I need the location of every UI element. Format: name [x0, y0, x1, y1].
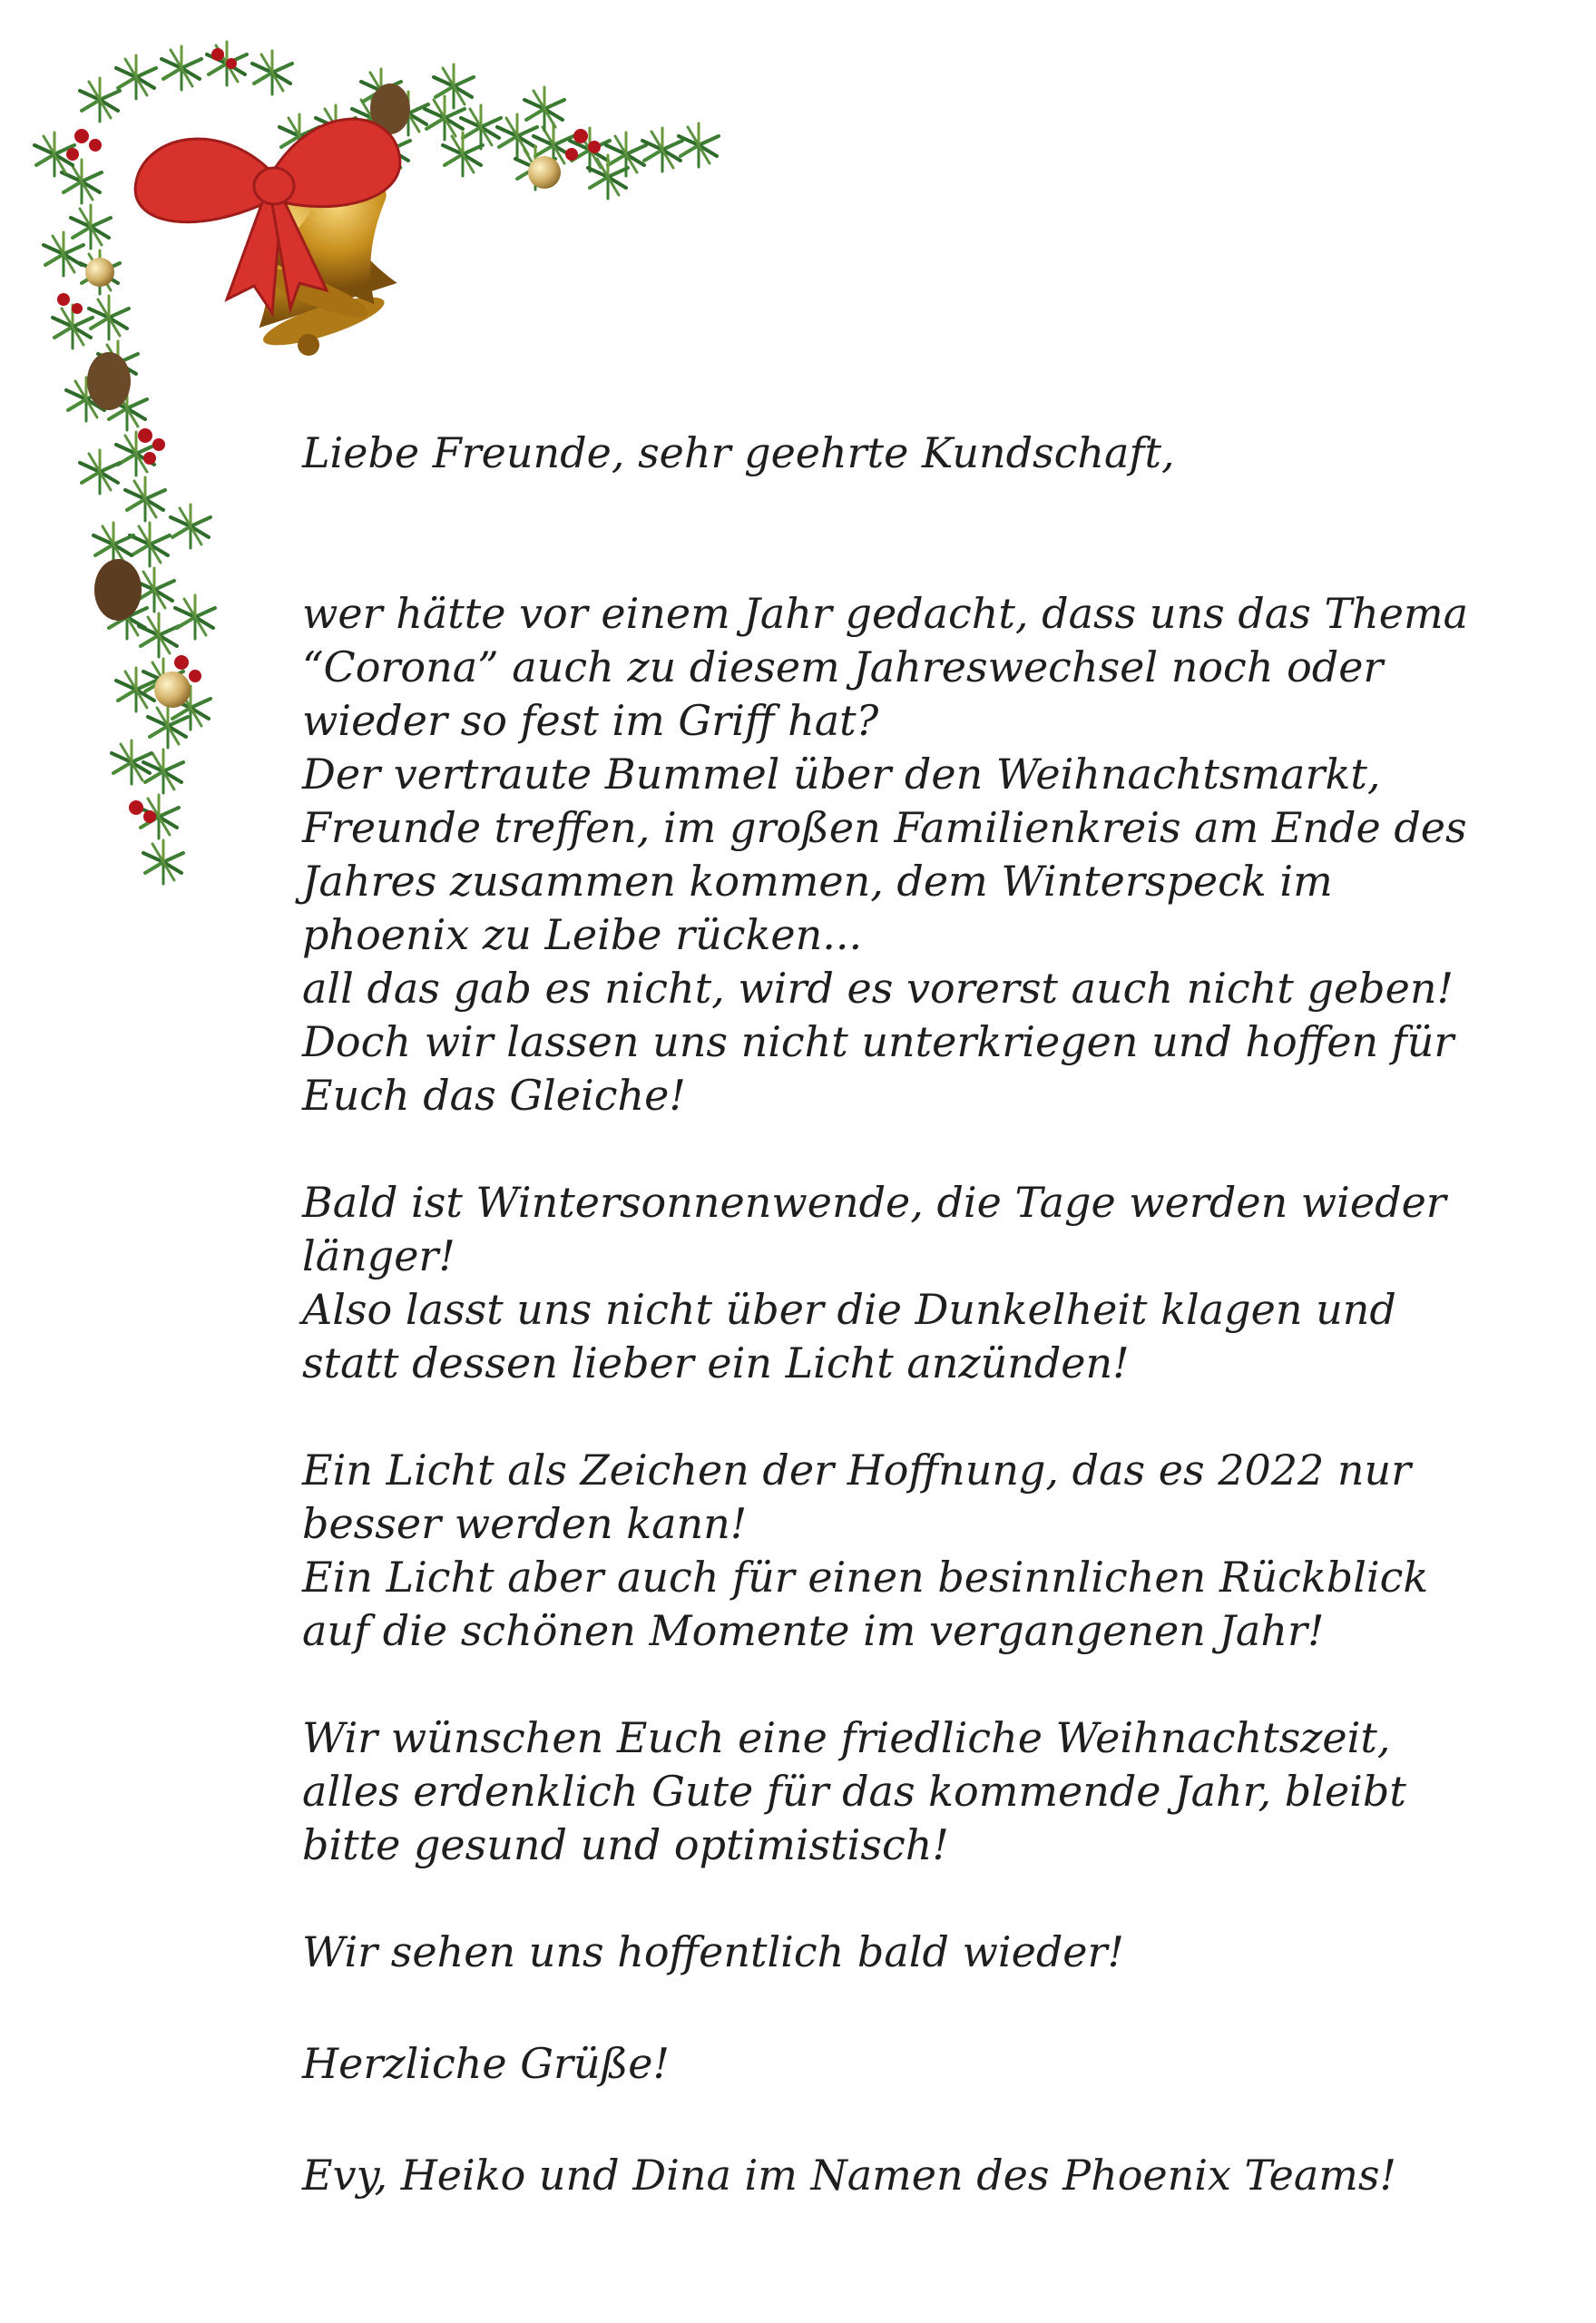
text-line: Ein Licht aber auch für einen besinnlichen Rückblick: [302, 1553, 1429, 1602]
signature: [302, 2149, 1572, 2202]
text-line: Wir wünschen Euch eine friedliche Weihnachtszeit,: [302, 1713, 1391, 1762]
text-line: all das gab es nicht, wird es vorerst auch nicht geben!: [302, 964, 1454, 1013]
text-line: Der vertraute Bummel über den Weihnachtsmarkt,: [302, 750, 1381, 799]
text-line: Euch das Gleiche!: [302, 1071, 686, 1120]
paragraph-5: [302, 1926, 1572, 1979]
text-line: besser werden kann!: [302, 1499, 748, 1548]
salutation-line: Liebe Freunde, sehr geehrte Kundschaft,: [302, 428, 1175, 477]
paragraph-1: [302, 587, 1572, 1122]
text-line: Freunde treffen, im großen Familienkreis am Ende des: [302, 803, 1467, 852]
text-line: wer hätte vor einem Jahr gedacht, dass uns das Thema: [302, 589, 1469, 638]
signature-line: Evy, Heiko und Dina im Namen des Phoenix Teams!: [302, 2151, 1396, 2200]
closing-line: Herzliche Grüße!: [302, 2039, 671, 2088]
text-line: Doch wir lassen uns nicht unterkriegen und hoffen für: [302, 1017, 1454, 1066]
paragraph-4: [302, 1711, 1572, 1872]
text-line: länger!: [302, 1231, 455, 1280]
text-line: Jahres zusammen kommen, dem Winterspeck im: [302, 857, 1333, 906]
text-line: Also lasst uns nicht über die Dunkelheit klagen und: [302, 1285, 1396, 1334]
text-line: Ein Licht als Zeichen der Hoffnung, das es 2022 nur: [302, 1446, 1412, 1495]
text-line: wieder so fest im Griff hat?: [302, 696, 879, 745]
text-line: alles erdenklich Gute für das kommende Jahr, bleibt: [302, 1767, 1406, 1816]
text-line: phoenix zu Leibe rücken...: [302, 910, 863, 959]
text-line: bitte gesund und optimistisch!: [302, 1820, 949, 1869]
text-line: Bald ist Wintersonnenwende, die Tage werden wieder: [302, 1178, 1446, 1227]
paragraph-3: [302, 1444, 1572, 1658]
text-line: auf die schönen Momente im vergangenen Jahr!: [302, 1606, 1325, 1655]
text-line: Wir sehen uns hoffentlich bald wieder!: [302, 1927, 1124, 1976]
closing: [302, 2037, 1572, 2091]
letter-body: [302, 426, 1572, 2202]
salutation: [302, 426, 1572, 480]
paragraph-2: [302, 1176, 1572, 1390]
text-line: “Corona” auch zu diesem Jahreswechsel noch oder: [302, 642, 1384, 691]
text-line: statt dessen lieber ein Licht anzünden!: [302, 1338, 1130, 1387]
